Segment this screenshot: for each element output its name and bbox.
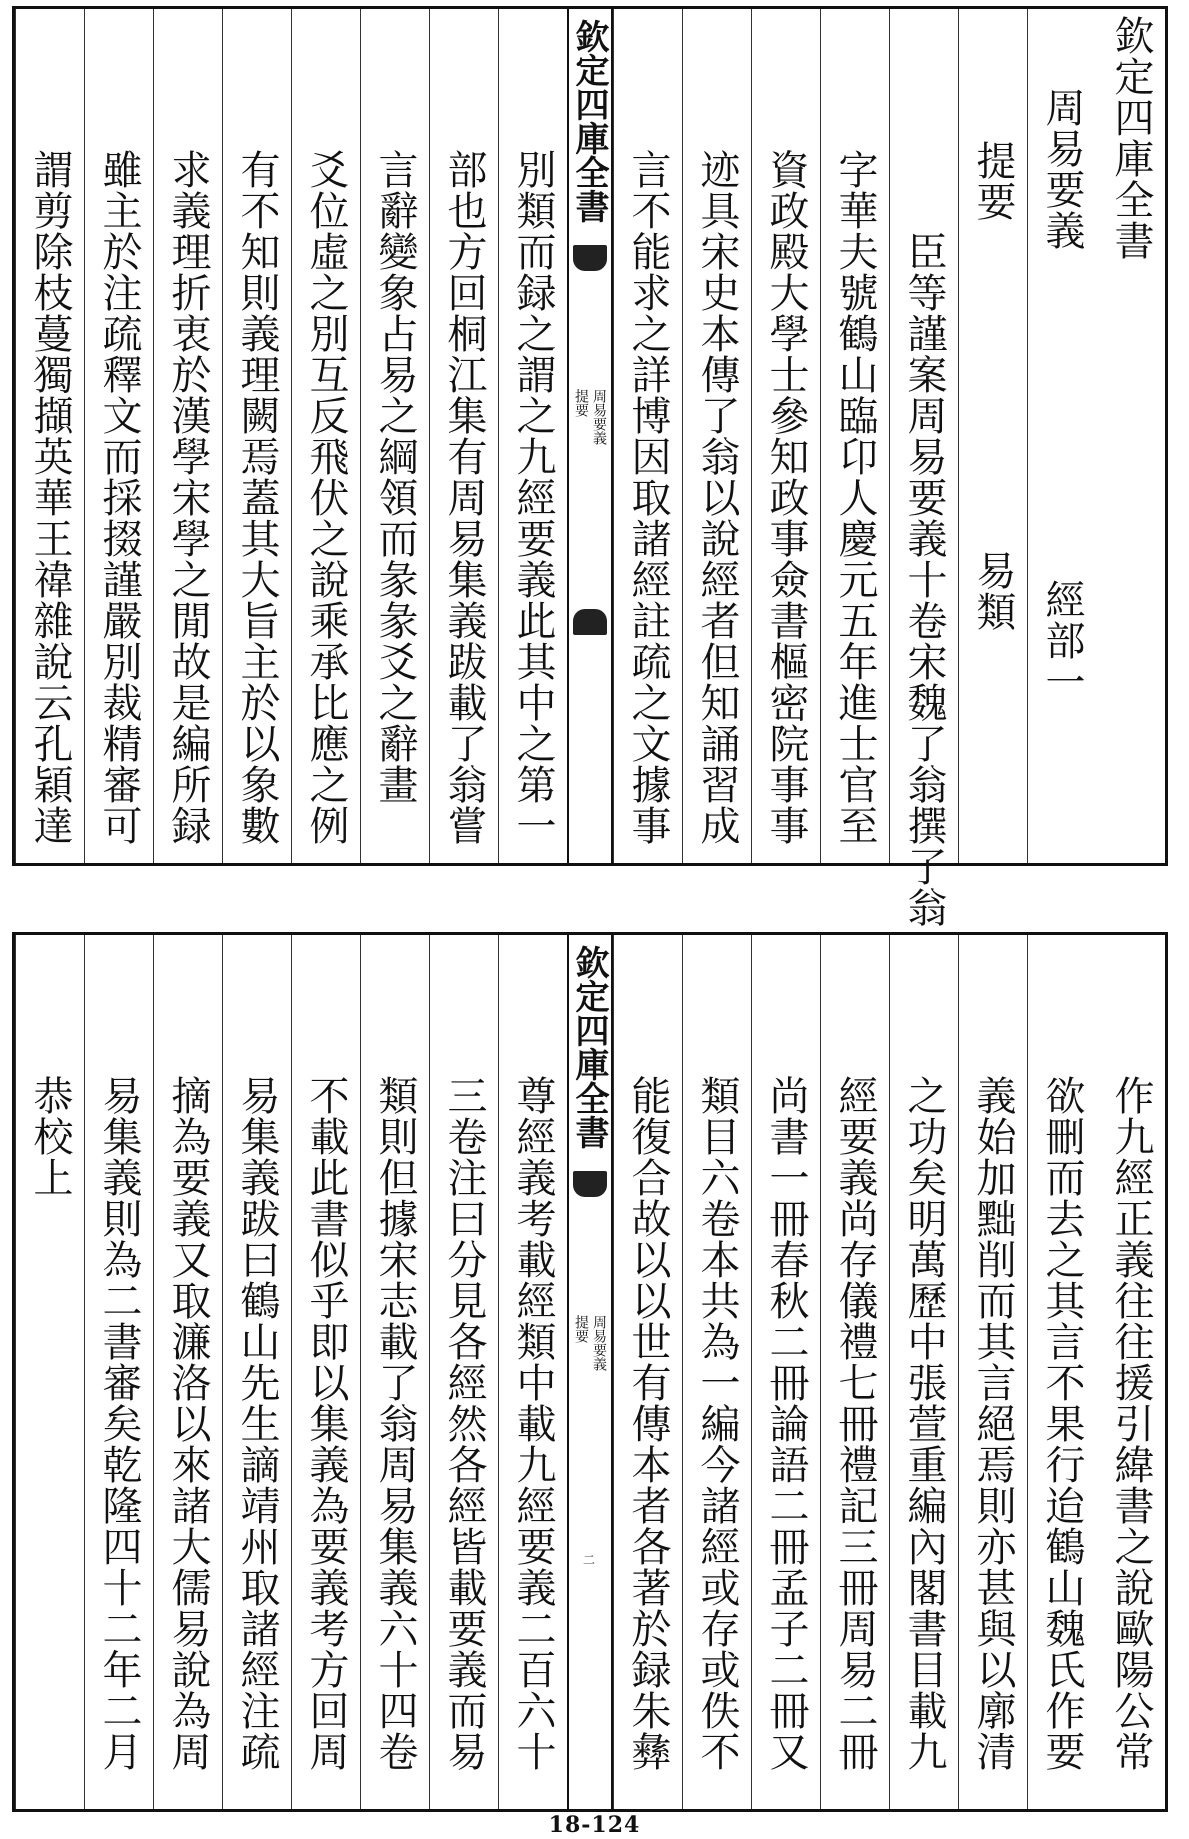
text-column [360,935,429,1809]
text-column [751,935,820,1809]
column-text: 言不能求之詳博因取諸經註疏之文據事 [625,149,671,846]
spine-book-title: 周易要義 [591,1315,607,1371]
page-footer-label: 18-124 [548,1812,641,1838]
text-column [222,935,291,1809]
text-column [682,9,751,863]
column-text: 易集義則為二書審矣乾隆四十二年二月 [96,1075,142,1772]
spine-page-number: 二 [583,1553,596,1567]
spine-book-title: 周易要義 [591,389,607,445]
text-column [84,9,153,863]
column-text: 臣等謹案周易要義十卷宋魏了翁撰了翁 [901,149,947,928]
center-spine [567,9,613,863]
column-text: 類則但據宋志載了翁周易集義六十四卷 [372,1075,418,1772]
column-text: 類目六卷本共為一編今諸經或存或佚不 [694,1075,740,1772]
column-text: 有不知則義理闕焉蓋其大旨主於以象數 [234,149,280,846]
text-column [429,935,498,1809]
column-text: 摘為要義又取濂洛以來諸大儒易說為周 [165,1075,211,1772]
text-column [1027,935,1096,1809]
text-column [820,9,889,863]
text-column [889,935,958,1809]
text-column [153,9,222,863]
column-text: 求義理折衷於漢學宋學之閒故是編所録 [165,149,211,846]
column-text: 雖主於注疏釋文而採掇謹嚴別裁精審可 [96,149,142,846]
column-text: 能復合故以以世有傳本者各著於録朱彝 [625,1075,671,1772]
column-text: 之功矣明萬歷中張萱重編內閣書目載九 [901,1075,947,1772]
fishtail-mark [573,1171,607,1197]
column-text: 作九經正義往往援引緯書之說歐陽公常 [1108,1075,1154,1772]
text-column [498,9,567,863]
top-folio [12,6,1168,928]
top-left-half [15,9,567,863]
bottom-folio [12,932,1168,1812]
text-column [84,935,153,1809]
column-text: 尚書一冊春秋二冊論語二冊孟子二冊又 [763,1075,809,1772]
bottom-right-half [613,935,1165,1809]
column-text: 不載此書似乎即以集義為要義考方回周 [303,1075,349,1772]
text-column [1096,935,1165,1809]
column-text: 部也方回桐江集有周易集義跋載了翁嘗 [441,149,487,846]
top-right-half [613,9,1165,928]
spine-section: 提要 [573,1315,589,1343]
column-text: 易集義跋曰鶴山先生謫靖州取諸經注疏 [234,1075,280,1772]
text-column [153,935,222,1809]
fishtail-mark [573,609,607,635]
column-text: 字華夫號鶴山臨卬人慶元五年進士官至 [832,149,878,846]
text-column [15,9,84,863]
column-text: 資政殿大學士參知政事僉書樞密院事事 [763,149,809,846]
column-text: 周易要義 經部一 [1039,87,1085,702]
text-column [613,935,682,1809]
column-text: 別類而録之謂之九經要義此其中之第一 [510,149,556,846]
column-text: 欲刪而去之其言不果行迨鶴山魏氏作要 [1039,1075,1085,1772]
spine-section: 提要 [573,389,589,417]
column-text: 爻位虛之別互反飛伏之說乘承比應之例 [303,149,349,846]
column-text: 言辭變象占易之綱領而彖彖爻之辭畫 [372,149,418,805]
text-column [958,935,1027,1809]
column-text: 義始加黜削而其言絕焉則亦甚與以廓清 [970,1075,1016,1772]
column-text: 經要義尚存儀禮七冊禮記三冊周易二冊 [832,1075,878,1772]
column-text: 三卷注曰分見各經然各經皆載要義而易 [441,1075,487,1772]
text-column [820,935,889,1809]
bottom-left-half [15,935,567,1809]
text-column [889,9,958,928]
text-column [291,935,360,1809]
column-text: 提要 易類 [970,99,1016,632]
text-column [360,9,429,863]
spine-title: 欽定四庫全書 [569,945,609,1149]
fishtail-mark [573,245,607,271]
text-column [682,935,751,1809]
text-column [15,935,84,1809]
column-text: 迹具宋史本傳了翁以說經者但知誦習成 [694,149,740,846]
column-text: 恭校上 [27,1075,73,1198]
text-column [751,9,820,863]
column-text: 謂剪除枝蔓獨擷英華王禕雜說云孔穎達 [27,149,73,846]
text-column [958,9,1027,863]
text-column [222,9,291,863]
text-column [291,9,360,863]
text-column [429,9,498,863]
column-text: 尊經義考載經類中載九經要義二百六十 [510,1075,556,1772]
text-column [498,935,567,1809]
text-column [613,9,682,863]
text-column [1096,9,1165,863]
spine-title: 欽定四庫全書 [569,19,609,223]
center-spine [567,935,613,1809]
column-text: 欽定四庫全書 [1108,15,1154,261]
text-column [1027,9,1096,863]
